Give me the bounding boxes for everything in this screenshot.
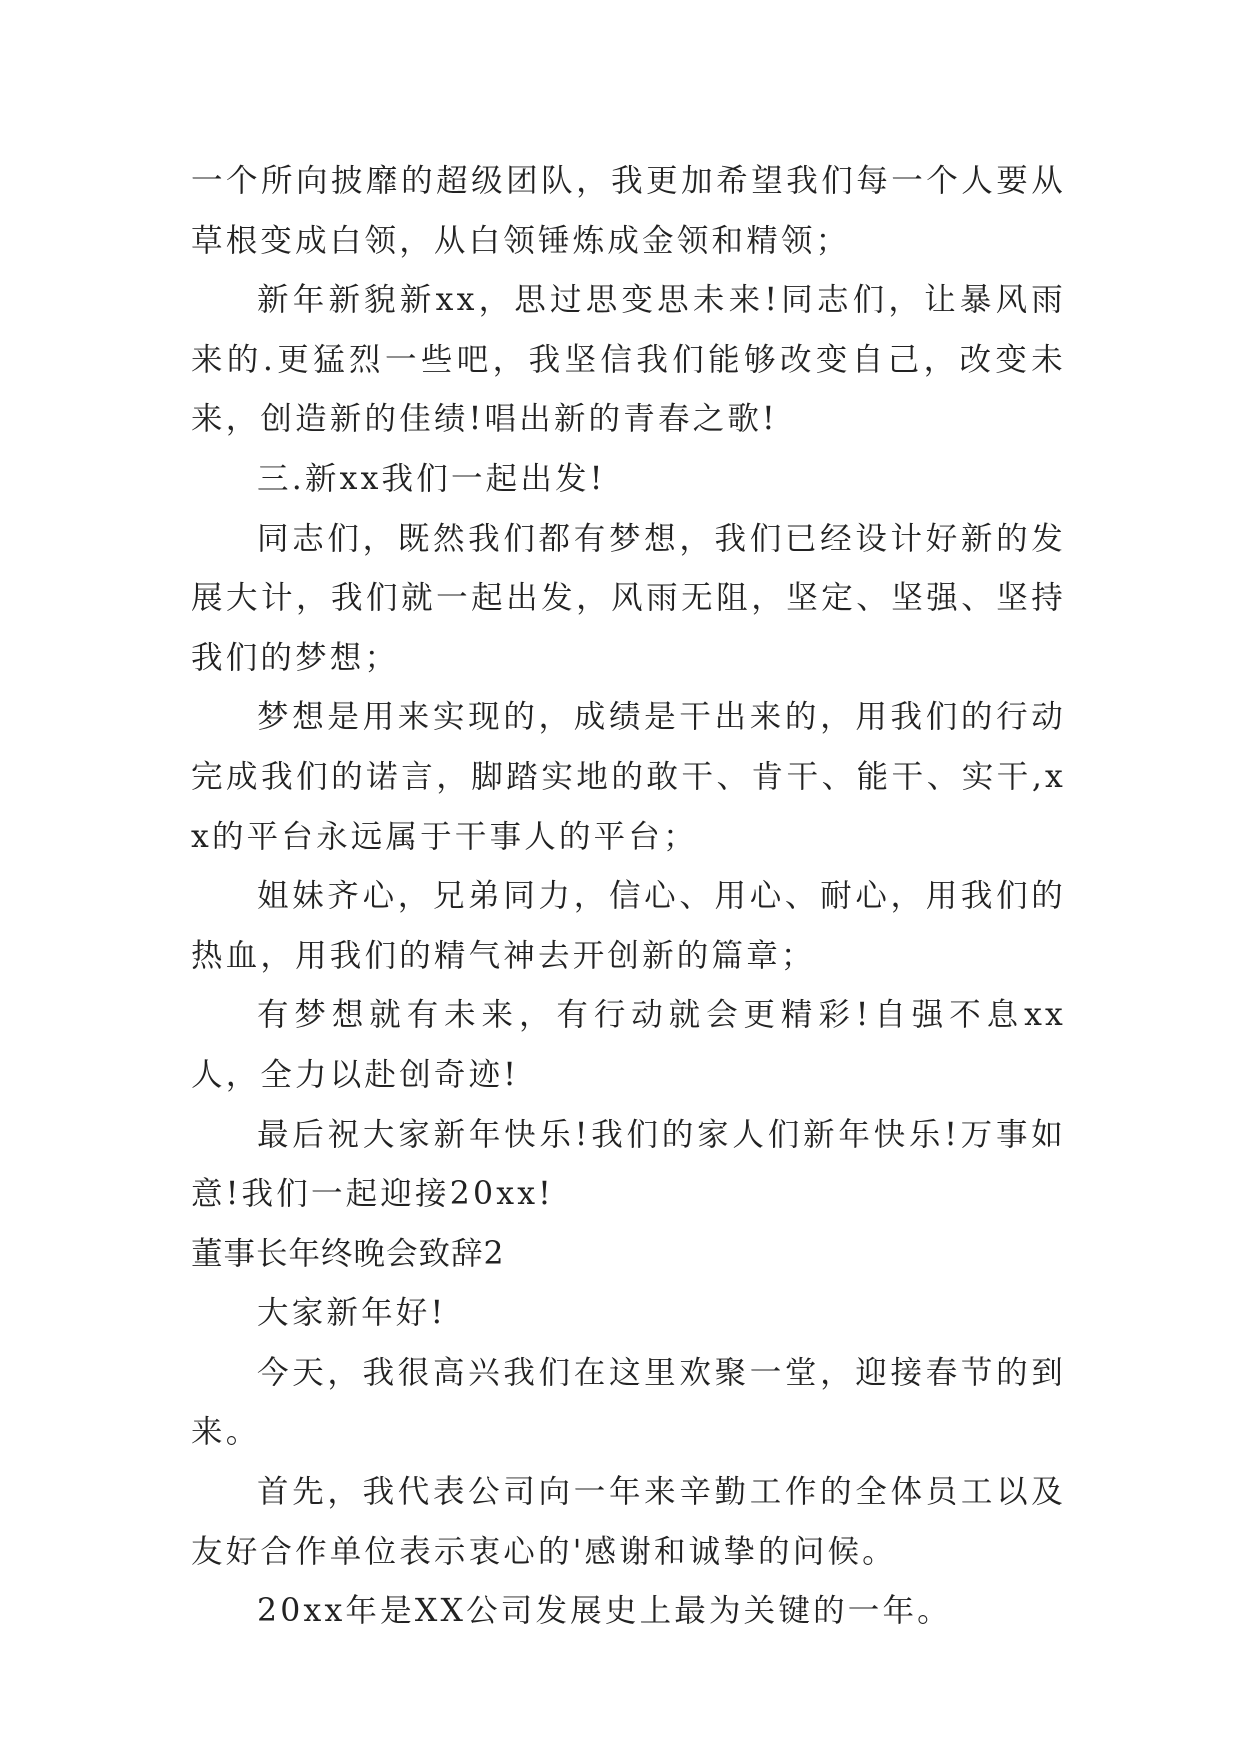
paragraph: 新年新貌新xx，思过思变思未来!同志们，让暴风雨来的.更猛烈一些吧，我坚信我们能够改变自己，改变未来，创造新的佳绩!唱出新的青春之歌!: [191, 282, 1066, 438]
paragraph: 最后祝大家新年快乐!我们的家人们新年快乐!万事如意!我们一起迎接20xx!: [191, 1116, 1066, 1213]
paragraph: 同志们，既然我们都有梦想，我们已经设计好新的发展大计，我们就一起出发，风雨无阻，坚定、坚强、坚持我们的梦想；: [191, 520, 1066, 676]
section-title: 董事长年终晚会致辞2: [191, 1235, 505, 1272]
paragraph: 梦想是用来实现的，成绩是干出来的，用我们的行动完成我们的诺言，脚踏实地的敢干、肯干、能干、实干,xx的平台永远属于干事人的平台；: [191, 699, 1066, 855]
paragraph: 20xx年是XX公司发展史上最为关键的一年。: [257, 1593, 952, 1630]
paragraph: 大家新年好!: [257, 1295, 447, 1332]
subheading: 三.新xx我们一起出发!: [257, 460, 606, 497]
paragraph: 有梦想就有未来，有行动就会更精彩!自强不息xx人，全力以赴创奇迹!: [191, 997, 1066, 1093]
paragraph: 今天，我很高兴我们在这里欢聚一堂，迎接春节的到来。: [191, 1354, 1066, 1451]
paragraph: 首先，我代表公司向一年来辛勤工作的全体员工以及友好合作单位表示衷心的'感谢和诚挚的问候。: [191, 1474, 1066, 1570]
paragraph: 一个所向披靡的超级团队，我更加希望我们每一个人要从草根变成白领，从白领锤炼成金领和精领；: [191, 163, 1066, 259]
paragraph: 姐妹齐心，兄弟同力，信心、用心、耐心，用我们的热血，用我们的精气神去开创新的篇章；: [191, 878, 1066, 974]
document-body: [191, 152, 1066, 1642]
